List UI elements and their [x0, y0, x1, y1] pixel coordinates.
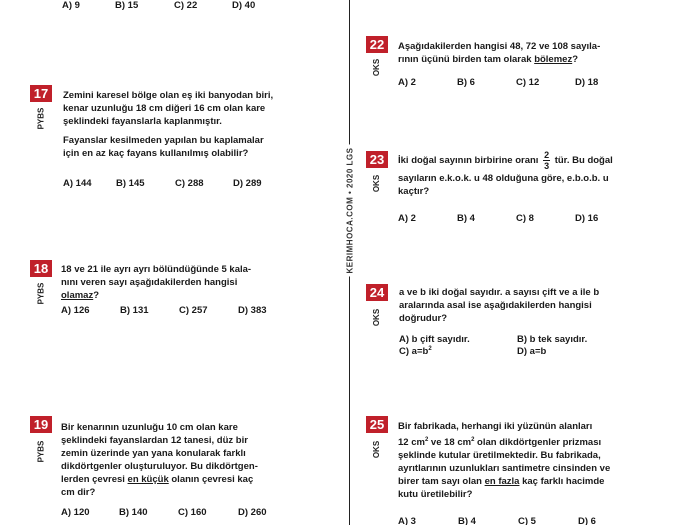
option-a: A) b çift sayıdır.	[399, 334, 470, 345]
option-d: D) 289	[233, 178, 262, 189]
option-c: C) 5	[518, 516, 536, 525]
option-d: D) 16	[575, 213, 599, 224]
question-19-options	[61, 507, 267, 518]
fraction: $\frac{2}{3}$	[544, 150, 550, 171]
option-c: C) 8	[516, 213, 534, 224]
option-a: A) 2	[398, 77, 416, 88]
option-b: B) b tek sayıdır.	[517, 334, 588, 345]
question-22-number: 22	[366, 36, 388, 53]
question-24-number: 24	[366, 284, 388, 301]
question-18-tag: PYBS	[36, 282, 46, 304]
option-d: D) a=b	[517, 346, 547, 357]
option-b: B) 4	[458, 516, 476, 525]
top-options	[62, 0, 255, 11]
option-a: A) 120	[61, 507, 90, 518]
option-b: B) 140	[119, 507, 148, 518]
question-23-number: 23	[366, 151, 388, 168]
question-25-text: Bir fabrikada, herhangi iki yüzünün alanları 12 $cm^2$ ve 18 $cm^2$ olan dikdörtgenler prizması şeklinde kutular üretilmektedir. Bu fabrikada, ayrıtlarının uzunlukları santimetre cinsinden ve birer tam sayı olan en fazla kaç farklı hacimde kutu üretilebilir?	[398, 421, 611, 500]
option-a: A) 3	[398, 516, 416, 525]
option-a: A) 144	[63, 178, 92, 189]
option-b: B) 6	[457, 77, 475, 88]
option-a: A) 126	[61, 305, 90, 316]
option-b: B) 131	[120, 305, 149, 316]
question-19-text: Bir kenarının uzunluğu 10 cm olan kare şeklindeki fayanslardan 12 tanesi, düz bir zemin üzerinde yan yana konularak farklı dikdörtgenler oluşturuluyor. Bu dikdörtgen- lerden çevresi en küçük olanın çevresi kaç cm dir?	[61, 422, 258, 498]
option-b: B) 4	[457, 213, 475, 224]
question-24-options-row1	[399, 334, 587, 345]
option-c: C) 288	[175, 178, 204, 189]
question-22-tag: OKS	[372, 58, 382, 76]
option-d: D) 18	[575, 77, 599, 88]
question-25-tag: OKS	[372, 440, 382, 458]
question-18-options	[61, 305, 267, 316]
question-24-options-row2	[399, 346, 546, 357]
question-23-options	[398, 213, 598, 224]
option-c: C) 22	[174, 0, 198, 11]
option-b: B) 15	[115, 0, 139, 11]
option-a: A) 2	[398, 213, 416, 224]
option-a: A) 9	[62, 0, 80, 11]
question-25-options	[398, 516, 596, 525]
question-17-options	[63, 178, 262, 189]
question-23-tag: OKS	[372, 174, 382, 192]
option-c: C) 12	[516, 77, 540, 88]
option-d: D) 40	[232, 0, 256, 11]
option-d: D) 6	[578, 516, 596, 525]
option-c: C) 257	[179, 305, 208, 316]
question-17-number: 17	[30, 85, 52, 102]
question-18-number: 18	[30, 260, 52, 277]
question-24-tag: OKS	[372, 308, 382, 326]
question-24-text: a ve b iki doğal sayıdır. a sayısı çift ve a ile b aralarında asal ise aşağıdakilerden hangisi doğrudur?	[399, 287, 600, 324]
question-23-text: İki doğal sayının birbirine oranı $\frac{2}{3}$ tür. Bu doğal sayıların e.k.o.k. u 48 olduğuna göre, e.b.o.b. u kaçtır?	[398, 150, 613, 198]
question-22-text: Aşağıdakilerden hangisi 48, 72 ve 108 sayıla- rının üçünü birden tam olarak bölemez?	[398, 41, 601, 65]
side-watermark: KERIMHOCA.COM • 2020 LGS	[343, 140, 357, 280]
question-25-number: 25	[366, 416, 388, 433]
question-18-text: 18 ve 21 ile ayrı ayrı bölündüğünde 5 kala- nını veren sayı aşağıdakilerden hangisi olamaz?	[61, 264, 252, 301]
question-19-number: 19	[30, 416, 52, 433]
option-c: C) $a=b^2$	[399, 346, 432, 357]
option-d: D) 260	[238, 507, 267, 518]
option-b: B) 145	[116, 178, 145, 189]
question-17-text: Zemini karesel bölge olan eş iki banyodan biri, kenar uzunluğu 18 cm diğeri 16 cm olan kare şeklindeki fayanslarla kaplanmıştır. Fayanslar kesilmeden yapılan bu kaplamalar için en az kaç fayans kullanılmış olabilir?	[63, 90, 274, 159]
option-c: C) 160	[178, 507, 207, 518]
option-d: D) 383	[238, 305, 267, 316]
question-19-tag: PYBS	[36, 440, 46, 462]
question-17-tag: PYBS	[36, 107, 46, 129]
question-22-options	[398, 77, 598, 88]
